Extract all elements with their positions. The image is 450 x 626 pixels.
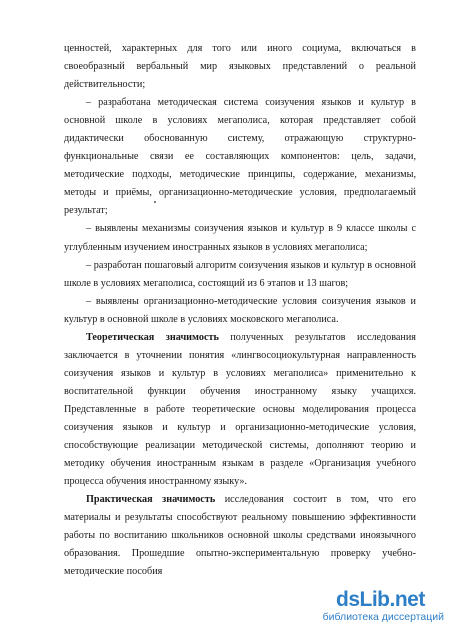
watermark[interactable]: [248, 588, 450, 626]
theory-term: Теоретическая значимость: [86, 331, 219, 343]
practice-text: исследования состоит в том, что его материалы и результаты способствуют реальному повышению эффективности работы по воспитанию школьников основной школы средствами иноязычного образования. Прошедшие опытно-экспериментальную проверку учебно-методические пособия: [64, 494, 416, 578]
document-body: [64, 40, 416, 581]
bullet-item: – выявлены механизмы соизучения языков и культур в 9 классе школы с углубленным изучением иностранных языков в условиях мегаполиса;: [64, 223, 416, 253]
scan-speck: [154, 201, 156, 203]
theory-text: полученных результатов исследования заключается в уточнении понятия «лингвосоциокультурная направленность соизучения языков и культур в условиях мегаполиса» применительно к воспитательной функции обучения иностранному языку учащихся. Представленные в работе теоретические основы моделирования процесса соизучения языков и культур и организационно-методические условия, способствующие реализации методической системы, дополняют теорию и методику обучения иностранным языкам в разделе «Организация учебного процесса обучения иностранному языку».: [64, 331, 416, 488]
theory-paragraph: [64, 329, 416, 491]
watermark-logo: dsLib.net: [336, 588, 425, 611]
intro-paragraph: ценностей, характерных для того или иного социума, включаться в своеобразный вербальный мир языковых представлений о реальной действительности;: [64, 43, 416, 91]
bullet-item: – разработана методическая система соизучения языков и культур в основной школе в условиях мегаполиса, которая представляет собой дидактически обоснованную систему, отражающую структурно-функциональные связи ее составляющих компонентов: цель, задачи, методические подходы, методические принципы, содержание, механизмы, методы и приёмы, организационно-методические условия, предполагаемый результат;: [64, 97, 416, 217]
bullet-item: – разработан пошаговый алгоритм соизучения языков и культур в основной школе в условиях мегаполиса, состоящий из 6 этапов и 13 шагов;: [64, 259, 416, 289]
watermark-subtitle: библиотека диссертаций: [322, 611, 444, 623]
practice-term: Практическая значимость: [86, 494, 216, 506]
bullet-item: – выявлены организационно-методические условия соизучения языков и культур в основной школе в условиях московского мегаполиса.: [64, 295, 416, 325]
practice-paragraph: [64, 491, 416, 581]
